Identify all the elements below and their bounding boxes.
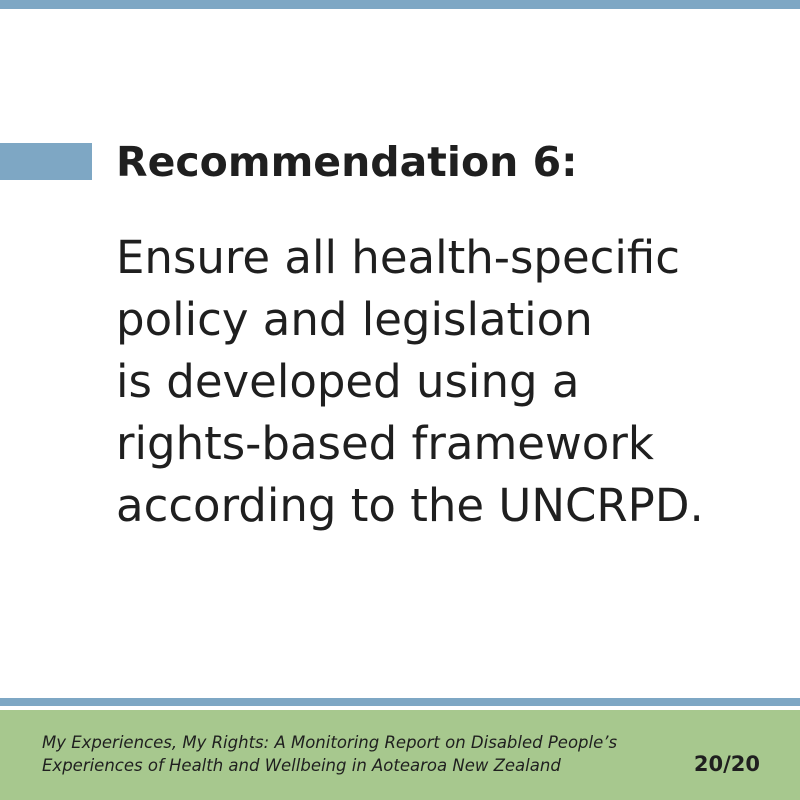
heading-accent-bar: [0, 143, 92, 180]
top-rule: [0, 0, 800, 9]
page-number: 20/20: [693, 752, 760, 776]
recommendation-line: policy and legislation: [116, 293, 593, 346]
report-title: [42, 731, 617, 777]
recommendation-line: Ensure all health-specific: [116, 231, 681, 284]
report-title-line: Experiences of Health and Wellbeing in Aotearoa New Zealand: [42, 756, 561, 775]
recommendation-line: according to the UNCRPD.: [116, 479, 704, 532]
recommendation-line: is developed using a: [116, 355, 580, 408]
recommendation-line: rights-based framework: [116, 417, 654, 470]
recommendation-heading: Recommendation 6:: [116, 138, 578, 186]
recommendation-text: [116, 227, 776, 537]
footer-rule: [0, 698, 800, 706]
footer: [0, 710, 800, 800]
report-title-line: My Experiences, My Rights: A Monitoring Report on Disabled People’s: [42, 733, 618, 752]
